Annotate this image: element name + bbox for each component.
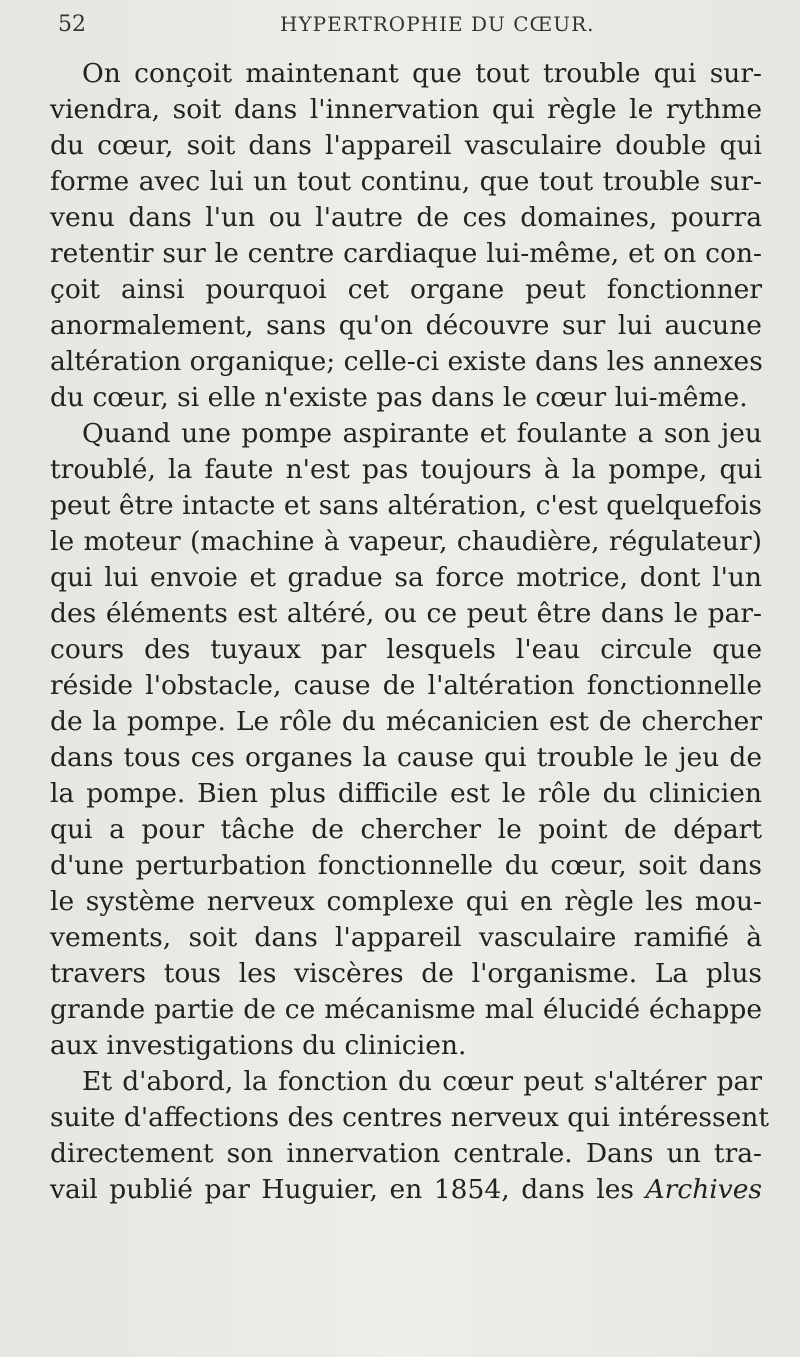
text-line: çoit ainsi pourquoi cet organe peut fonctionner bbox=[50, 274, 762, 305]
text-line: altération organique; celle-ci existe dans les annexes bbox=[50, 346, 763, 377]
text-line: peut être intacte et sans altération, c'est quelquefois bbox=[50, 490, 762, 521]
text-line: Quand une pompe aspirante et foulante a son jeu bbox=[82, 418, 762, 449]
text-line: viendra, soit dans l'innervation qui règle le rythme bbox=[50, 94, 762, 125]
text-line: On conçoit maintenant que tout trouble qui sur- bbox=[82, 58, 762, 89]
text-line: directement son innervation centrale. Dans un tra- bbox=[50, 1138, 762, 1169]
text-line-final-roman: vail publié par Huguier, en 1854, dans les bbox=[50, 1174, 634, 1205]
text-line: anormalement, sans qu'on découvre sur lui aucune bbox=[50, 310, 762, 341]
text-line: qui a pour tâche de chercher le point de départ bbox=[50, 814, 762, 845]
page-header bbox=[58, 4, 748, 44]
text-line: du cœur, soit dans l'appareil vasculaire double qui bbox=[50, 130, 762, 161]
text-line: suite d'affections des centres nerveux qui intéressent bbox=[50, 1102, 770, 1133]
text-line: Et d'abord, la fonction du cœur peut s'altérer par bbox=[82, 1066, 762, 1097]
text-line: dans tous ces organes la cause qui trouble le jeu de bbox=[50, 742, 762, 773]
page-number: 52 bbox=[58, 12, 86, 37]
body-text bbox=[50, 56, 770, 1208]
text-line: cours des tuyaux par lesquels l'eau circule que bbox=[50, 634, 762, 665]
text-line: le moteur (machine à vapeur, chaudière, régulateur) bbox=[50, 526, 762, 557]
text-line: des éléments est altéré, ou ce peut être dans le par- bbox=[50, 598, 762, 629]
text-line-final bbox=[50, 1172, 762, 1208]
text-line: de la pompe. Le rôle du mécanicien est de chercher bbox=[50, 706, 762, 737]
text-line: aux investigations du clinicien. bbox=[50, 1030, 467, 1061]
text-line: travers tous les viscères de l'organisme. La plus bbox=[50, 958, 762, 989]
text-line: forme avec lui un tout continu, que tout trouble sur- bbox=[50, 166, 762, 197]
text-line: retentir sur le centre cardiaque lui-même, et on con- bbox=[50, 238, 762, 269]
text-line: du cœur, si elle n'existe pas dans le cœur lui-même. bbox=[50, 382, 748, 413]
text-line: venu dans l'un ou l'autre de ces domaines, pourra bbox=[50, 202, 762, 233]
text-line: troublé, la faute n'est pas toujours à la pompe, qui bbox=[50, 454, 762, 485]
text-line: le système nerveux complexe qui en règle les mou- bbox=[50, 886, 762, 917]
text-line: d'une perturbation fonctionnelle du cœur, soit dans bbox=[50, 850, 762, 881]
running-head: HYPERTROPHIE DU CŒUR. bbox=[280, 12, 595, 36]
text-line: grande partie de ce mécanisme mal élucidé échappe bbox=[50, 994, 762, 1025]
text-line: vements, soit dans l'appareil vasculaire ramifié à bbox=[50, 922, 762, 953]
italic-title: Archives bbox=[645, 1174, 762, 1205]
text-line: la pompe. Bien plus difficile est le rôle du clinicien bbox=[50, 778, 762, 809]
text-line: réside l'obstacle, cause de l'altération fonctionnelle bbox=[50, 670, 762, 701]
text-line: qui lui envoie et gradue sa force motrice, dont l'un bbox=[50, 562, 762, 593]
